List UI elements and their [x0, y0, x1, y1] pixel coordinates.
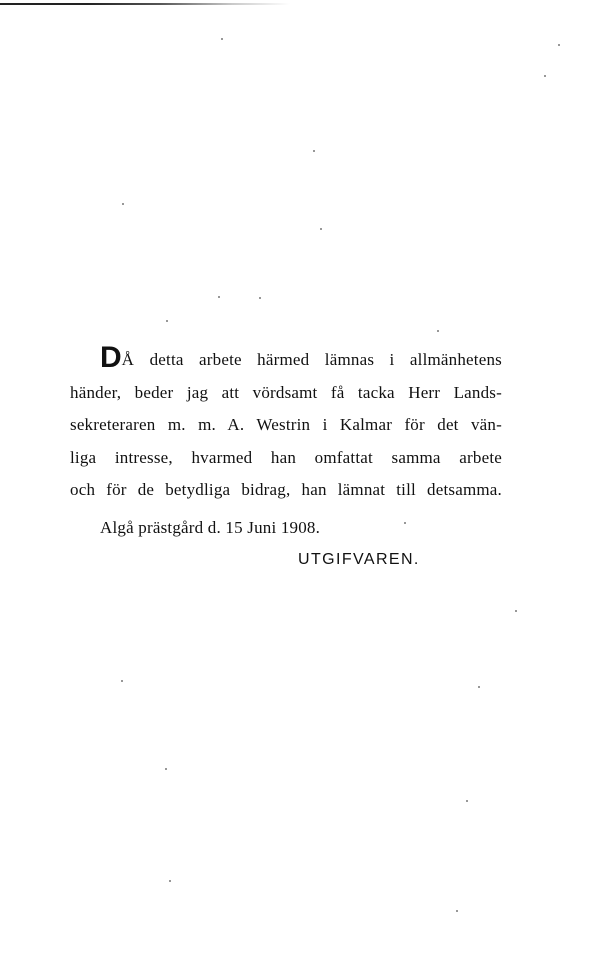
- print-speck: [166, 320, 168, 322]
- top-edge-rule: [0, 3, 290, 5]
- paragraph-line: liga intresse, hvarmed han omfattat samma arbete: [70, 447, 502, 467]
- print-speck: [221, 38, 223, 40]
- print-speck: [515, 610, 517, 612]
- print-speck: [121, 680, 123, 682]
- print-speck: [218, 296, 220, 298]
- paragraph-line-text: Å detta arbete härmed lämnas i allmänhetens: [121, 350, 502, 369]
- drop-cap: D: [100, 341, 122, 374]
- print-speck: [466, 800, 468, 802]
- print-speck: [437, 330, 439, 332]
- dateline: Algå prästgård d. 15 Juni 1908.: [100, 518, 321, 537]
- paragraph-line: händer, beder jag att vördsamt få tacka Herr Lands-: [70, 382, 502, 402]
- main-paragraph: [70, 341, 502, 507]
- paragraph-line: och för de betydliga bidrag, han lämnat till detsamma.: [70, 480, 502, 499]
- paragraph-line: sekreteraren m. m. A. Westrin i Kalmar för det vän-: [70, 415, 502, 434]
- print-speck: [122, 203, 124, 205]
- print-speck: [404, 522, 406, 524]
- print-speck: [456, 910, 458, 912]
- print-speck: [313, 150, 315, 152]
- signature: UTGIFVAREN.: [298, 551, 420, 568]
- print-speck: [259, 297, 261, 299]
- print-speck: [320, 228, 322, 230]
- paragraph-line: [70, 341, 502, 377]
- print-speck: [478, 686, 480, 688]
- print-speck: [558, 44, 560, 46]
- print-speck: [169, 880, 171, 882]
- print-speck: [544, 75, 546, 77]
- print-speck: [165, 768, 167, 770]
